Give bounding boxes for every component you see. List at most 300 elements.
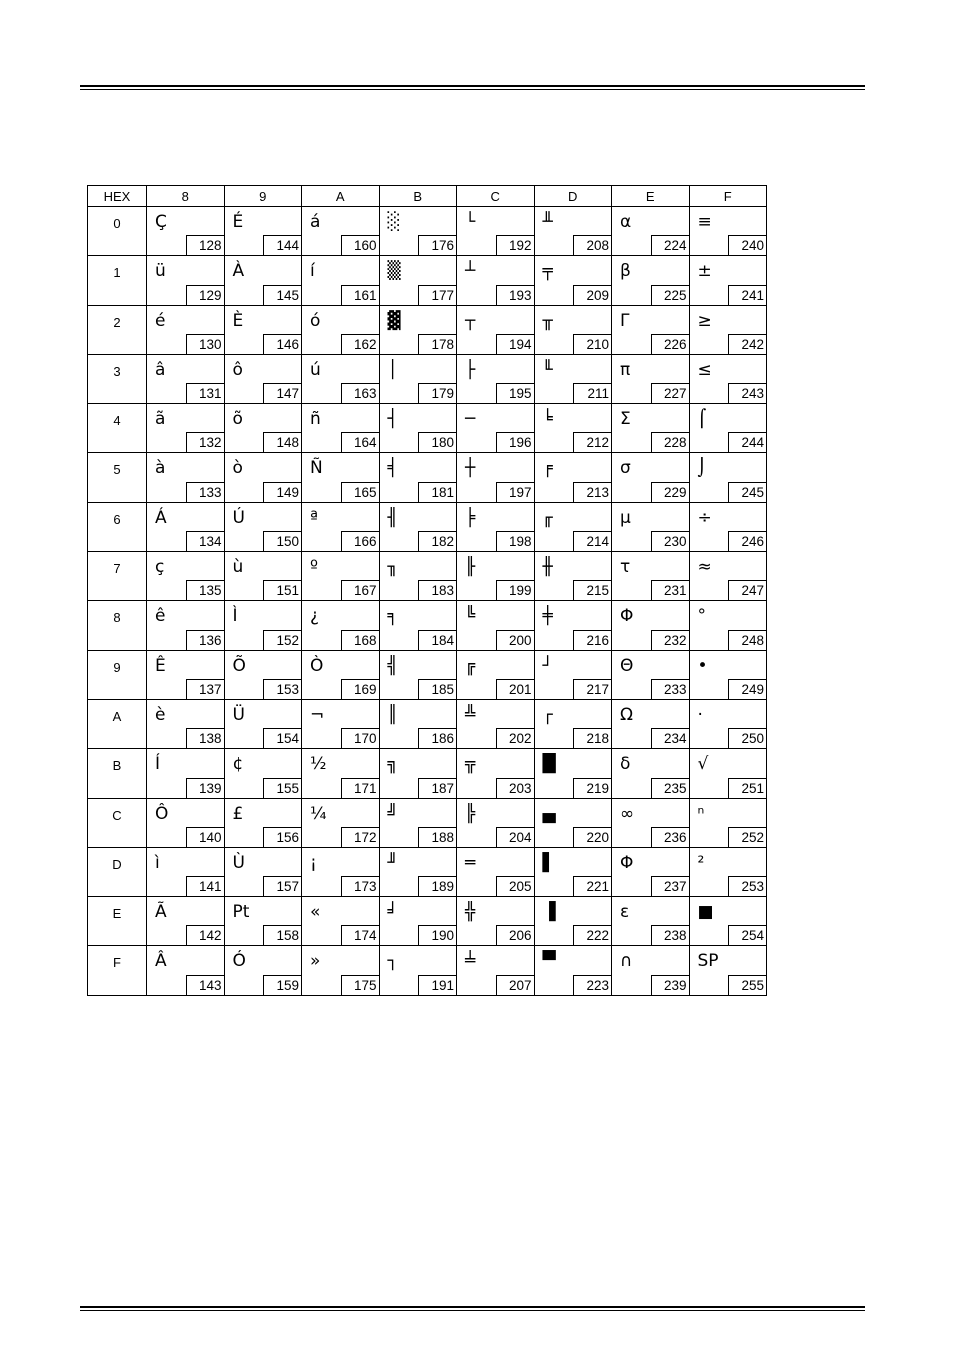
char-cell <box>147 502 225 551</box>
char-glyph: ½ <box>310 754 327 775</box>
char-glyph: ▓ <box>387 310 401 331</box>
char-glyph: Ã <box>155 902 167 923</box>
row-hex-header <box>88 749 147 798</box>
char-decimal-code: 229 <box>651 482 689 502</box>
table-row <box>88 354 767 403</box>
char-glyph: ╗ <box>387 754 398 775</box>
char-cell <box>147 601 225 650</box>
char-decimal-code: 187 <box>418 778 456 798</box>
char-cell <box>534 502 612 551</box>
char-decimal-code: 234 <box>651 728 689 748</box>
char-decimal-code: 250 <box>728 728 766 748</box>
char-glyph: Õ <box>232 655 246 676</box>
char-cell <box>147 699 225 748</box>
table-row <box>88 897 767 946</box>
char-decimal-code: 219 <box>573 778 611 798</box>
footer-rule <box>80 1306 865 1311</box>
table-row <box>88 601 767 650</box>
char-decimal-code: 129 <box>186 285 224 305</box>
char-cell <box>534 897 612 946</box>
char-glyph: ║ <box>387 704 398 725</box>
char-cell <box>689 897 767 946</box>
column-header: A <box>302 186 380 207</box>
char-cell <box>457 404 535 453</box>
char-cell <box>612 552 690 601</box>
char-cell <box>147 552 225 601</box>
char-glyph: ╝ <box>387 803 398 824</box>
table-body <box>88 207 767 996</box>
char-decimal-code: 145 <box>263 285 301 305</box>
char-cell <box>302 946 380 995</box>
char-cell <box>379 453 457 502</box>
char-decimal-code: 151 <box>263 580 301 600</box>
char-glyph: Ò <box>310 655 324 676</box>
char-glyph: SP <box>697 951 719 972</box>
char-cell <box>302 453 380 502</box>
row-hex-label: 3 <box>113 363 121 379</box>
char-cell <box>302 749 380 798</box>
char-cell <box>224 207 302 256</box>
char-cell <box>534 650 612 699</box>
char-cell <box>534 601 612 650</box>
char-cell <box>302 354 380 403</box>
table-row <box>88 305 767 354</box>
char-decimal-code: 185 <box>418 679 456 699</box>
char-glyph: Ñ <box>310 458 323 479</box>
char-cell <box>689 305 767 354</box>
char-glyph: █ <box>542 754 556 775</box>
row-hex-header <box>88 650 147 699</box>
char-cell <box>689 699 767 748</box>
char-decimal-code: 188 <box>418 827 456 847</box>
char-cell <box>379 749 457 798</box>
char-glyph: Ω <box>620 704 633 725</box>
char-decimal-code: 182 <box>418 531 456 551</box>
char-cell <box>302 650 380 699</box>
char-glyph: ┐ <box>387 951 398 972</box>
char-glyph: ⌠ <box>697 409 707 430</box>
char-cell <box>689 650 767 699</box>
char-cell <box>534 256 612 305</box>
column-header: 9 <box>224 186 302 207</box>
char-decimal-code: 231 <box>651 580 689 600</box>
char-glyph: º <box>310 557 319 578</box>
char-glyph: Ü <box>232 704 245 725</box>
char-glyph: È <box>232 310 244 331</box>
char-cell <box>457 749 535 798</box>
char-cell <box>689 404 767 453</box>
char-glyph: á <box>310 212 321 232</box>
char-glyph: À <box>232 261 245 282</box>
char-glyph: ≤ <box>697 359 712 380</box>
char-decimal-code: 218 <box>573 728 611 748</box>
char-glyph: Ù <box>232 852 245 873</box>
char-decimal-code: 253 <box>728 876 766 896</box>
char-glyph: ² <box>697 852 705 873</box>
char-decimal-code: 173 <box>341 876 379 896</box>
char-cell <box>224 749 302 798</box>
char-cell <box>534 798 612 847</box>
char-decimal-code: 165 <box>341 482 379 502</box>
char-glyph: ¡ <box>310 852 317 873</box>
char-decimal-code: 220 <box>573 827 611 847</box>
char-glyph: ≡ <box>697 212 712 232</box>
char-glyph: Í <box>155 754 161 775</box>
char-cell <box>612 847 690 896</box>
char-glyph: ü <box>155 261 166 282</box>
char-decimal-code: 223 <box>573 975 611 995</box>
char-glyph: ¿ <box>310 606 320 627</box>
char-decimal-code: 178 <box>418 334 456 354</box>
char-glyph: í <box>310 261 315 282</box>
char-decimal-code: 175 <box>341 975 379 995</box>
char-cell <box>224 699 302 748</box>
char-glyph: ┴ <box>465 261 476 282</box>
char-glyph: ╒ <box>542 458 553 479</box>
char-glyph: ╞ <box>465 507 476 528</box>
char-decimal-code: 195 <box>496 383 534 403</box>
char-decimal-code: 208 <box>573 235 611 255</box>
char-glyph: ô <box>232 359 243 380</box>
char-cell <box>224 798 302 847</box>
char-cell <box>457 453 535 502</box>
row-hex-label: 0 <box>113 216 121 231</box>
char-decimal-code: 248 <box>728 630 766 650</box>
char-decimal-code: 130 <box>186 334 224 354</box>
char-cell <box>379 354 457 403</box>
char-glyph: ╣ <box>387 655 398 676</box>
row-hex-header <box>88 601 147 650</box>
char-decimal-code: 244 <box>728 432 766 452</box>
char-cell <box>379 847 457 896</box>
char-cell <box>689 256 767 305</box>
char-cell <box>379 207 457 256</box>
char-cell <box>457 897 535 946</box>
char-glyph: Σ <box>620 409 631 430</box>
char-glyph: â <box>155 359 166 380</box>
char-cell <box>689 946 767 995</box>
column-header: C <box>457 186 535 207</box>
char-decimal-code: 169 <box>341 679 379 699</box>
char-decimal-code: 200 <box>496 630 534 650</box>
char-decimal-code: 230 <box>651 531 689 551</box>
row-hex-label: 9 <box>113 659 121 675</box>
char-glyph: ▒ <box>387 261 401 282</box>
char-glyph: ╢ <box>387 507 398 528</box>
char-cell <box>147 749 225 798</box>
char-cell <box>224 650 302 699</box>
char-decimal-code: 155 <box>263 778 301 798</box>
char-cell <box>457 601 535 650</box>
char-cell <box>689 552 767 601</box>
char-glyph: ╚ <box>465 606 476 627</box>
row-hex-header <box>88 207 147 256</box>
char-cell <box>534 354 612 403</box>
column-header: 8 <box>147 186 225 207</box>
char-glyph: Pt <box>232 902 250 923</box>
char-decimal-code: 137 <box>186 679 224 699</box>
char-glyph: │ <box>387 359 398 380</box>
char-decimal-code: 153 <box>263 679 301 699</box>
char-glyph: ê <box>155 606 166 627</box>
char-glyph: Ô <box>155 803 169 824</box>
char-cell <box>147 354 225 403</box>
char-decimal-code: 235 <box>651 778 689 798</box>
char-cell <box>534 404 612 453</box>
char-cell <box>689 798 767 847</box>
char-decimal-code: 241 <box>728 285 766 305</box>
char-glyph: ╠ <box>465 803 476 824</box>
char-glyph: ¬ <box>310 704 325 725</box>
char-decimal-code: 221 <box>573 876 611 896</box>
char-decimal-code: 245 <box>728 482 766 502</box>
char-glyph: à <box>155 458 166 479</box>
row-hex-header <box>88 946 147 995</box>
char-decimal-code: 149 <box>263 482 301 502</box>
char-cell <box>379 502 457 551</box>
row-hex-header <box>88 847 147 896</box>
char-decimal-code: 159 <box>263 975 301 995</box>
char-glyph: ╓ <box>542 507 553 528</box>
row-hex-label: 4 <box>113 413 121 429</box>
row-hex-header <box>88 502 147 551</box>
char-glyph: É <box>232 212 244 232</box>
char-cell <box>457 207 535 256</box>
char-decimal-code: 168 <box>341 630 379 650</box>
char-cell <box>224 502 302 551</box>
code-page-table <box>87 185 767 996</box>
row-hex-header <box>88 256 147 305</box>
char-cell <box>612 256 690 305</box>
char-glyph: √ <box>697 754 709 775</box>
char-glyph: ╥ <box>542 310 553 331</box>
char-cell <box>612 699 690 748</box>
char-glyph: ¼ <box>310 803 327 824</box>
char-glyph: ≈ <box>697 557 712 578</box>
char-cell <box>379 601 457 650</box>
char-glyph: ± <box>697 261 712 282</box>
char-decimal-code: 242 <box>728 334 766 354</box>
char-cell <box>612 207 690 256</box>
char-cell <box>612 749 690 798</box>
char-decimal-code: 252 <box>728 827 766 847</box>
char-glyph: ñ <box>310 409 321 430</box>
char-decimal-code: 237 <box>651 876 689 896</box>
char-cell <box>457 946 535 995</box>
char-cell <box>379 798 457 847</box>
char-decimal-code: 131 <box>186 383 224 403</box>
char-cell <box>612 946 690 995</box>
table-row <box>88 650 767 699</box>
char-decimal-code: 254 <box>728 925 766 945</box>
char-cell <box>612 404 690 453</box>
table-row <box>88 256 767 305</box>
char-glyph: ┼ <box>465 458 476 479</box>
char-glyph: ┌ <box>542 704 553 725</box>
char-glyph: ╨ <box>542 212 553 232</box>
char-decimal-code: 144 <box>263 235 301 255</box>
char-cell <box>457 354 535 403</box>
char-glyph: ┘ <box>542 655 553 676</box>
char-cell <box>689 453 767 502</box>
char-decimal-code: 215 <box>573 580 611 600</box>
char-cell <box>147 404 225 453</box>
char-decimal-code: 150 <box>263 531 301 551</box>
char-cell <box>302 699 380 748</box>
char-glyph: ╟ <box>465 557 476 578</box>
char-cell <box>379 699 457 748</box>
char-cell <box>534 207 612 256</box>
char-cell <box>534 305 612 354</box>
char-cell <box>302 305 380 354</box>
char-cell <box>302 207 380 256</box>
char-glyph: ╛ <box>387 902 398 923</box>
row-hex-header <box>88 897 147 946</box>
char-decimal-code: 211 <box>573 383 611 403</box>
char-glyph: Â <box>155 951 167 972</box>
table-row <box>88 847 767 896</box>
char-cell <box>534 749 612 798</box>
char-glyph: ■ <box>697 902 714 923</box>
char-decimal-code: 222 <box>573 925 611 945</box>
char-decimal-code: 228 <box>651 432 689 452</box>
char-decimal-code: 179 <box>418 383 456 403</box>
char-decimal-code: 194 <box>496 334 534 354</box>
char-decimal-code: 128 <box>186 235 224 255</box>
row-hex-header <box>88 552 147 601</box>
char-cell <box>534 847 612 896</box>
char-glyph: ╬ <box>465 902 476 923</box>
char-glyph: Ú <box>232 507 245 528</box>
char-decimal-code: 170 <box>341 728 379 748</box>
char-decimal-code: 136 <box>186 630 224 650</box>
char-glyph: Θ <box>620 655 634 676</box>
char-decimal-code: 201 <box>496 679 534 699</box>
char-cell <box>612 354 690 403</box>
header-rule <box>80 85 865 90</box>
char-glyph: └ <box>465 212 476 232</box>
char-glyph: ÷ <box>697 507 712 528</box>
char-decimal-code: 203 <box>496 778 534 798</box>
row-hex-label: 5 <box>113 462 121 478</box>
char-decimal-code: 164 <box>341 432 379 452</box>
char-decimal-code: 138 <box>186 728 224 748</box>
column-header: B <box>379 186 457 207</box>
char-glyph: ∩ <box>620 951 633 972</box>
char-decimal-code: 207 <box>496 975 534 995</box>
row-hex-label: B <box>112 758 122 774</box>
char-glyph: Ç <box>155 212 167 232</box>
char-glyph: ù <box>232 557 244 578</box>
char-glyph: õ <box>232 409 243 430</box>
char-cell <box>147 256 225 305</box>
char-decimal-code: 233 <box>651 679 689 699</box>
char-decimal-code: 184 <box>418 630 456 650</box>
char-decimal-code: 192 <box>496 235 534 255</box>
char-glyph: ╜ <box>387 852 398 873</box>
row-hex-label: F <box>113 955 121 971</box>
char-decimal-code: 158 <box>263 925 301 945</box>
char-glyph: ò <box>232 458 243 479</box>
row-hex-label: 1 <box>113 265 121 281</box>
char-cell <box>457 847 535 896</box>
char-decimal-code: 198 <box>496 531 534 551</box>
char-cell <box>612 798 690 847</box>
char-glyph: ░ <box>387 212 401 232</box>
char-glyph: δ <box>620 754 631 775</box>
char-cell <box>147 847 225 896</box>
row-hex-header <box>88 305 147 354</box>
char-glyph: ╖ <box>387 557 398 578</box>
char-glyph: · <box>697 704 703 725</box>
char-glyph: » <box>310 951 321 972</box>
char-glyph: ì <box>155 852 160 873</box>
char-cell <box>534 699 612 748</box>
char-cell <box>612 601 690 650</box>
char-glyph: é <box>155 310 166 331</box>
char-decimal-code: 226 <box>651 334 689 354</box>
char-cell <box>457 305 535 354</box>
char-decimal-code: 135 <box>186 580 224 600</box>
char-glyph: μ <box>620 507 631 528</box>
char-glyph: τ <box>620 557 631 578</box>
char-cell <box>147 305 225 354</box>
char-glyph: ═ <box>465 852 476 873</box>
char-decimal-code: 180 <box>418 432 456 452</box>
char-decimal-code: 134 <box>186 531 224 551</box>
table-row <box>88 207 767 256</box>
char-glyph: ╪ <box>542 606 553 627</box>
char-decimal-code: 217 <box>573 679 611 699</box>
char-glyph: Φ <box>620 606 634 627</box>
char-decimal-code: 183 <box>418 580 456 600</box>
char-cell <box>224 847 302 896</box>
char-glyph: ╡ <box>387 458 398 479</box>
char-cell <box>302 847 380 896</box>
char-decimal-code: 199 <box>496 580 534 600</box>
char-cell <box>302 552 380 601</box>
char-cell <box>224 305 302 354</box>
column-header: D <box>534 186 612 207</box>
char-glyph: π <box>620 359 631 380</box>
char-cell <box>612 305 690 354</box>
char-glyph: ▐ <box>542 902 556 923</box>
char-decimal-code: 193 <box>496 285 534 305</box>
table-row <box>88 798 767 847</box>
char-decimal-code: 152 <box>263 630 301 650</box>
char-cell <box>689 601 767 650</box>
char-cell <box>379 305 457 354</box>
char-glyph: ç <box>155 557 165 578</box>
char-decimal-code: 236 <box>651 827 689 847</box>
row-hex-header <box>88 699 147 748</box>
char-cell <box>689 749 767 798</box>
char-decimal-code: 224 <box>651 235 689 255</box>
char-cell <box>534 946 612 995</box>
char-cell <box>302 798 380 847</box>
char-cell <box>612 650 690 699</box>
table-row <box>88 502 767 551</box>
char-decimal-code: 202 <box>496 728 534 748</box>
char-decimal-code: 160 <box>341 235 379 255</box>
char-decimal-code: 142 <box>186 925 224 945</box>
char-decimal-code: 166 <box>341 531 379 551</box>
char-decimal-code: 141 <box>186 876 224 896</box>
char-decimal-code: 204 <box>496 827 534 847</box>
char-cell <box>302 601 380 650</box>
char-cell <box>224 453 302 502</box>
char-cell <box>224 354 302 403</box>
